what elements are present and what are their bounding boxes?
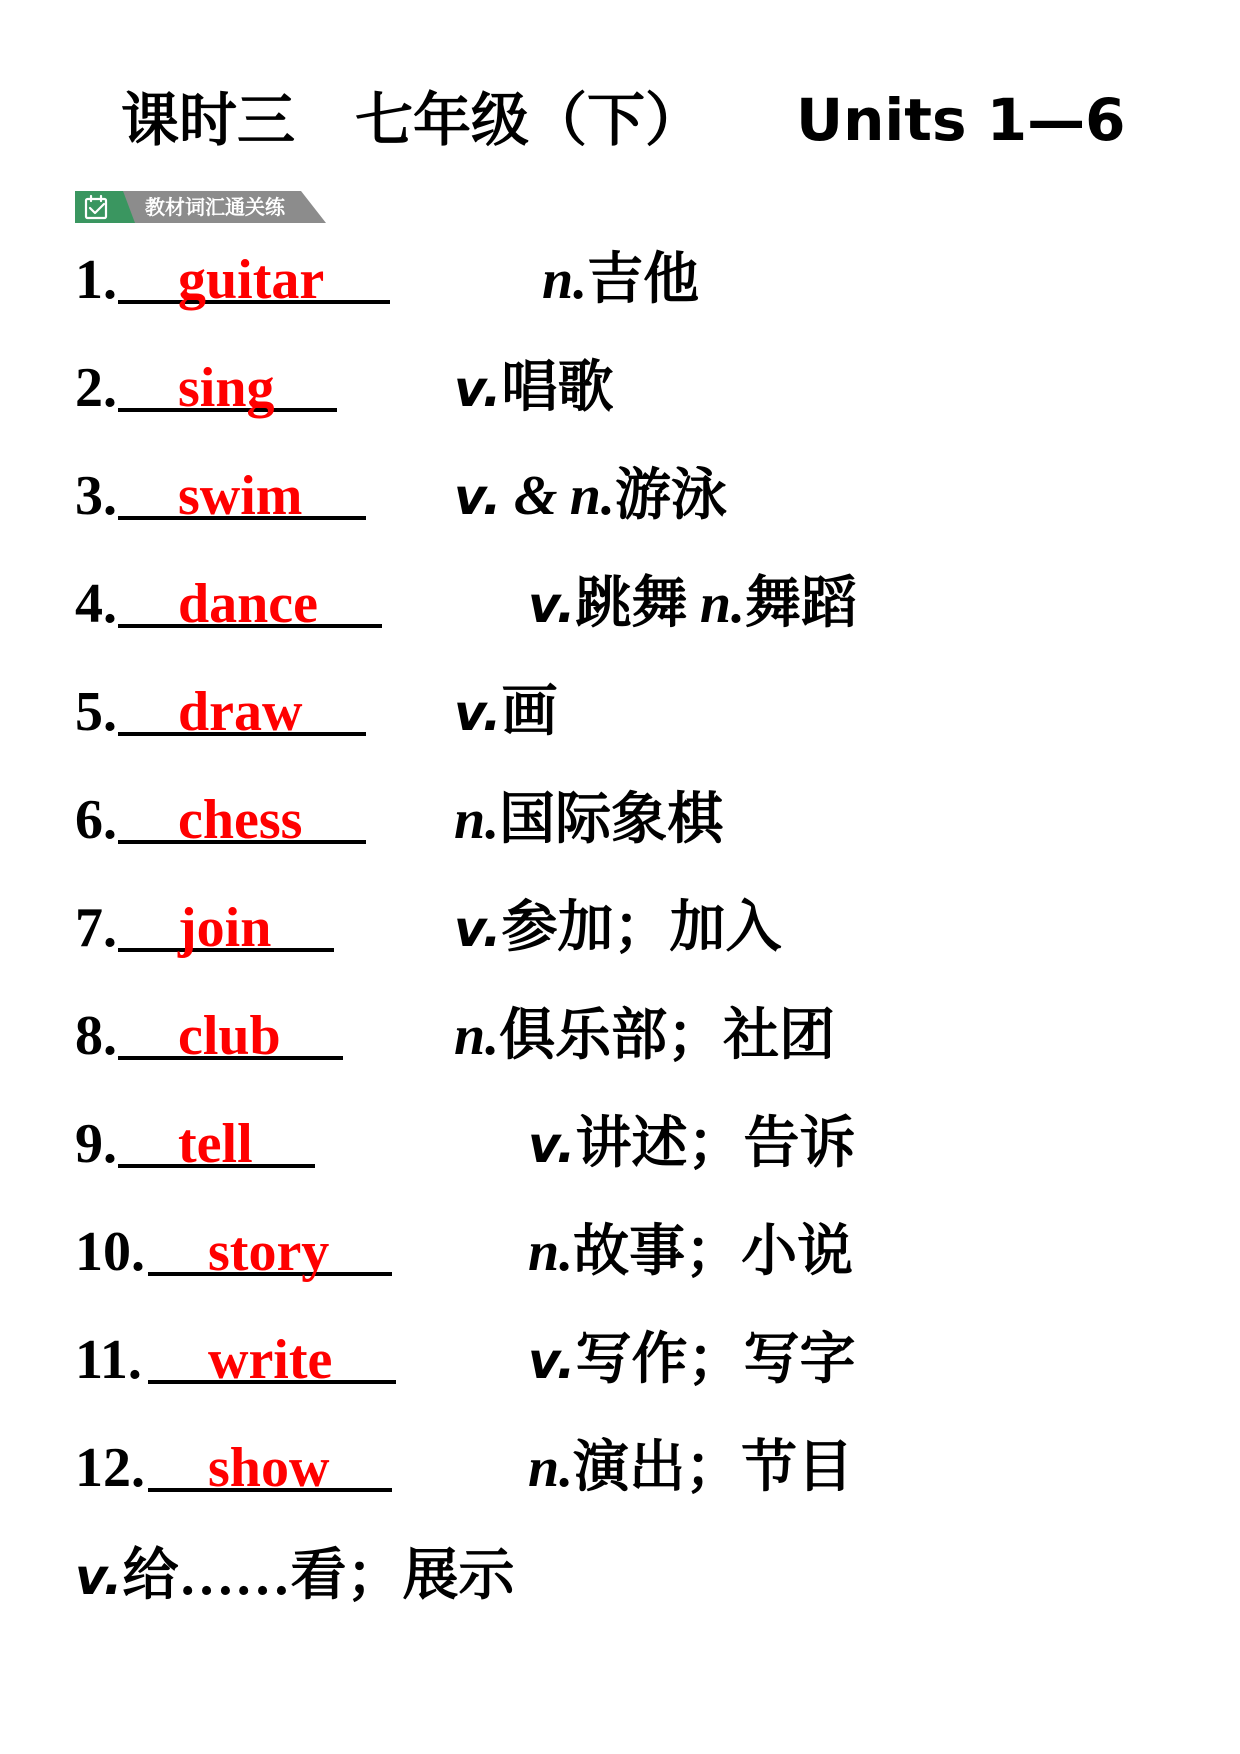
part-of-speech: v. <box>528 576 576 634</box>
definition <box>528 572 857 637</box>
definition <box>528 1220 853 1284</box>
meaning: 讲述；告诉 <box>575 1113 856 1175</box>
definition <box>528 1328 856 1393</box>
section-banner <box>75 191 326 223</box>
item-number: 4. <box>75 573 117 635</box>
item-number: 8. <box>75 1005 117 1067</box>
vocab-item <box>0 572 1240 636</box>
answer-word: story <box>208 1221 330 1283</box>
lesson-label: 课时三 <box>121 86 296 154</box>
vocab-item <box>0 356 1240 420</box>
meaning: 唱歌 <box>501 357 614 419</box>
definition <box>454 464 727 529</box>
part-of-speech: n. <box>528 1221 574 1283</box>
meaning: 参加；加入 <box>501 897 782 959</box>
answer-word: dance <box>178 573 318 635</box>
item-number: 6. <box>75 789 117 851</box>
definition <box>542 248 699 312</box>
answer-word: swim <box>178 465 303 527</box>
vocab-item <box>0 788 1240 852</box>
answer-word: guitar <box>178 249 325 311</box>
section-banner-label: 教材词汇通关练 <box>145 195 285 219</box>
part-of-speech: n. <box>699 573 745 635</box>
answer-word: show <box>208 1437 330 1499</box>
meaning: 演出；节目 <box>573 1437 854 1499</box>
meaning: 画 <box>501 681 558 743</box>
units-label: Units 1—6 <box>796 86 1126 154</box>
item-number: 10. <box>75 1221 145 1283</box>
part-of-speech: v. <box>528 1332 576 1390</box>
definition <box>454 788 723 852</box>
part-of-speech: v. <box>75 1548 123 1606</box>
vocab-item <box>0 1436 1240 1500</box>
meaning: 舞蹈 <box>744 573 857 635</box>
vocab-item <box>0 1328 1240 1392</box>
item-number: 9. <box>75 1113 117 1175</box>
meaning: 国际象棋 <box>499 789 724 851</box>
meaning: 跳舞 <box>575 573 688 635</box>
vocab-item <box>0 1004 1240 1068</box>
part-of-speech: v. <box>528 1116 576 1174</box>
part-of-speech: n. <box>528 1437 574 1499</box>
page-title <box>0 85 1240 155</box>
part-of-speech: n. <box>542 249 588 311</box>
item-number: 12. <box>75 1437 145 1499</box>
answer-word: join <box>178 897 272 959</box>
item-number: 1. <box>75 249 117 311</box>
vocab-item <box>0 248 1240 312</box>
part-of-speech: n. <box>569 465 615 527</box>
item-number: 7. <box>75 897 117 959</box>
definition <box>454 680 558 745</box>
answer-word: draw <box>178 681 303 743</box>
part-of-speech: v. <box>454 360 502 418</box>
grade-label: 七年级（下） <box>355 86 704 154</box>
item-number: 2. <box>75 357 117 419</box>
vocab-item <box>0 680 1240 744</box>
meaning: 俱乐部；社团 <box>499 1005 836 1067</box>
item-number: 11. <box>75 1329 142 1391</box>
definition-continuation <box>0 1544 1240 1608</box>
answer-word: chess <box>178 789 303 851</box>
definition <box>528 1436 853 1500</box>
definition <box>528 1112 856 1177</box>
answer-word: write <box>208 1329 333 1391</box>
item-number: 5. <box>75 681 117 743</box>
meaning: 故事；小说 <box>573 1221 854 1283</box>
meaning: 游泳 <box>614 465 727 527</box>
part-of-speech: n. <box>454 1005 500 1067</box>
part-of-speech: v. <box>454 468 502 526</box>
part-of-speech: n. <box>454 789 500 851</box>
answer-word: tell <box>178 1113 253 1175</box>
definition <box>75 1544 515 1609</box>
meaning: 给……看；展示 <box>122 1545 515 1607</box>
definition <box>454 1004 835 1068</box>
definition <box>454 356 614 421</box>
answer-word: club <box>178 1005 281 1067</box>
vocab-item <box>0 464 1240 528</box>
item-number: 3. <box>75 465 117 527</box>
vocab-item <box>0 1112 1240 1176</box>
vocab-item <box>0 1220 1240 1284</box>
part-of-speech: v. <box>454 684 502 742</box>
meaning: 写作；写字 <box>575 1329 856 1391</box>
conjunction: & <box>513 465 558 527</box>
meaning: 吉他 <box>587 249 700 311</box>
definition <box>454 896 782 961</box>
part-of-speech: v. <box>454 900 502 958</box>
answer-word: sing <box>178 357 275 419</box>
vocab-item <box>0 896 1240 960</box>
